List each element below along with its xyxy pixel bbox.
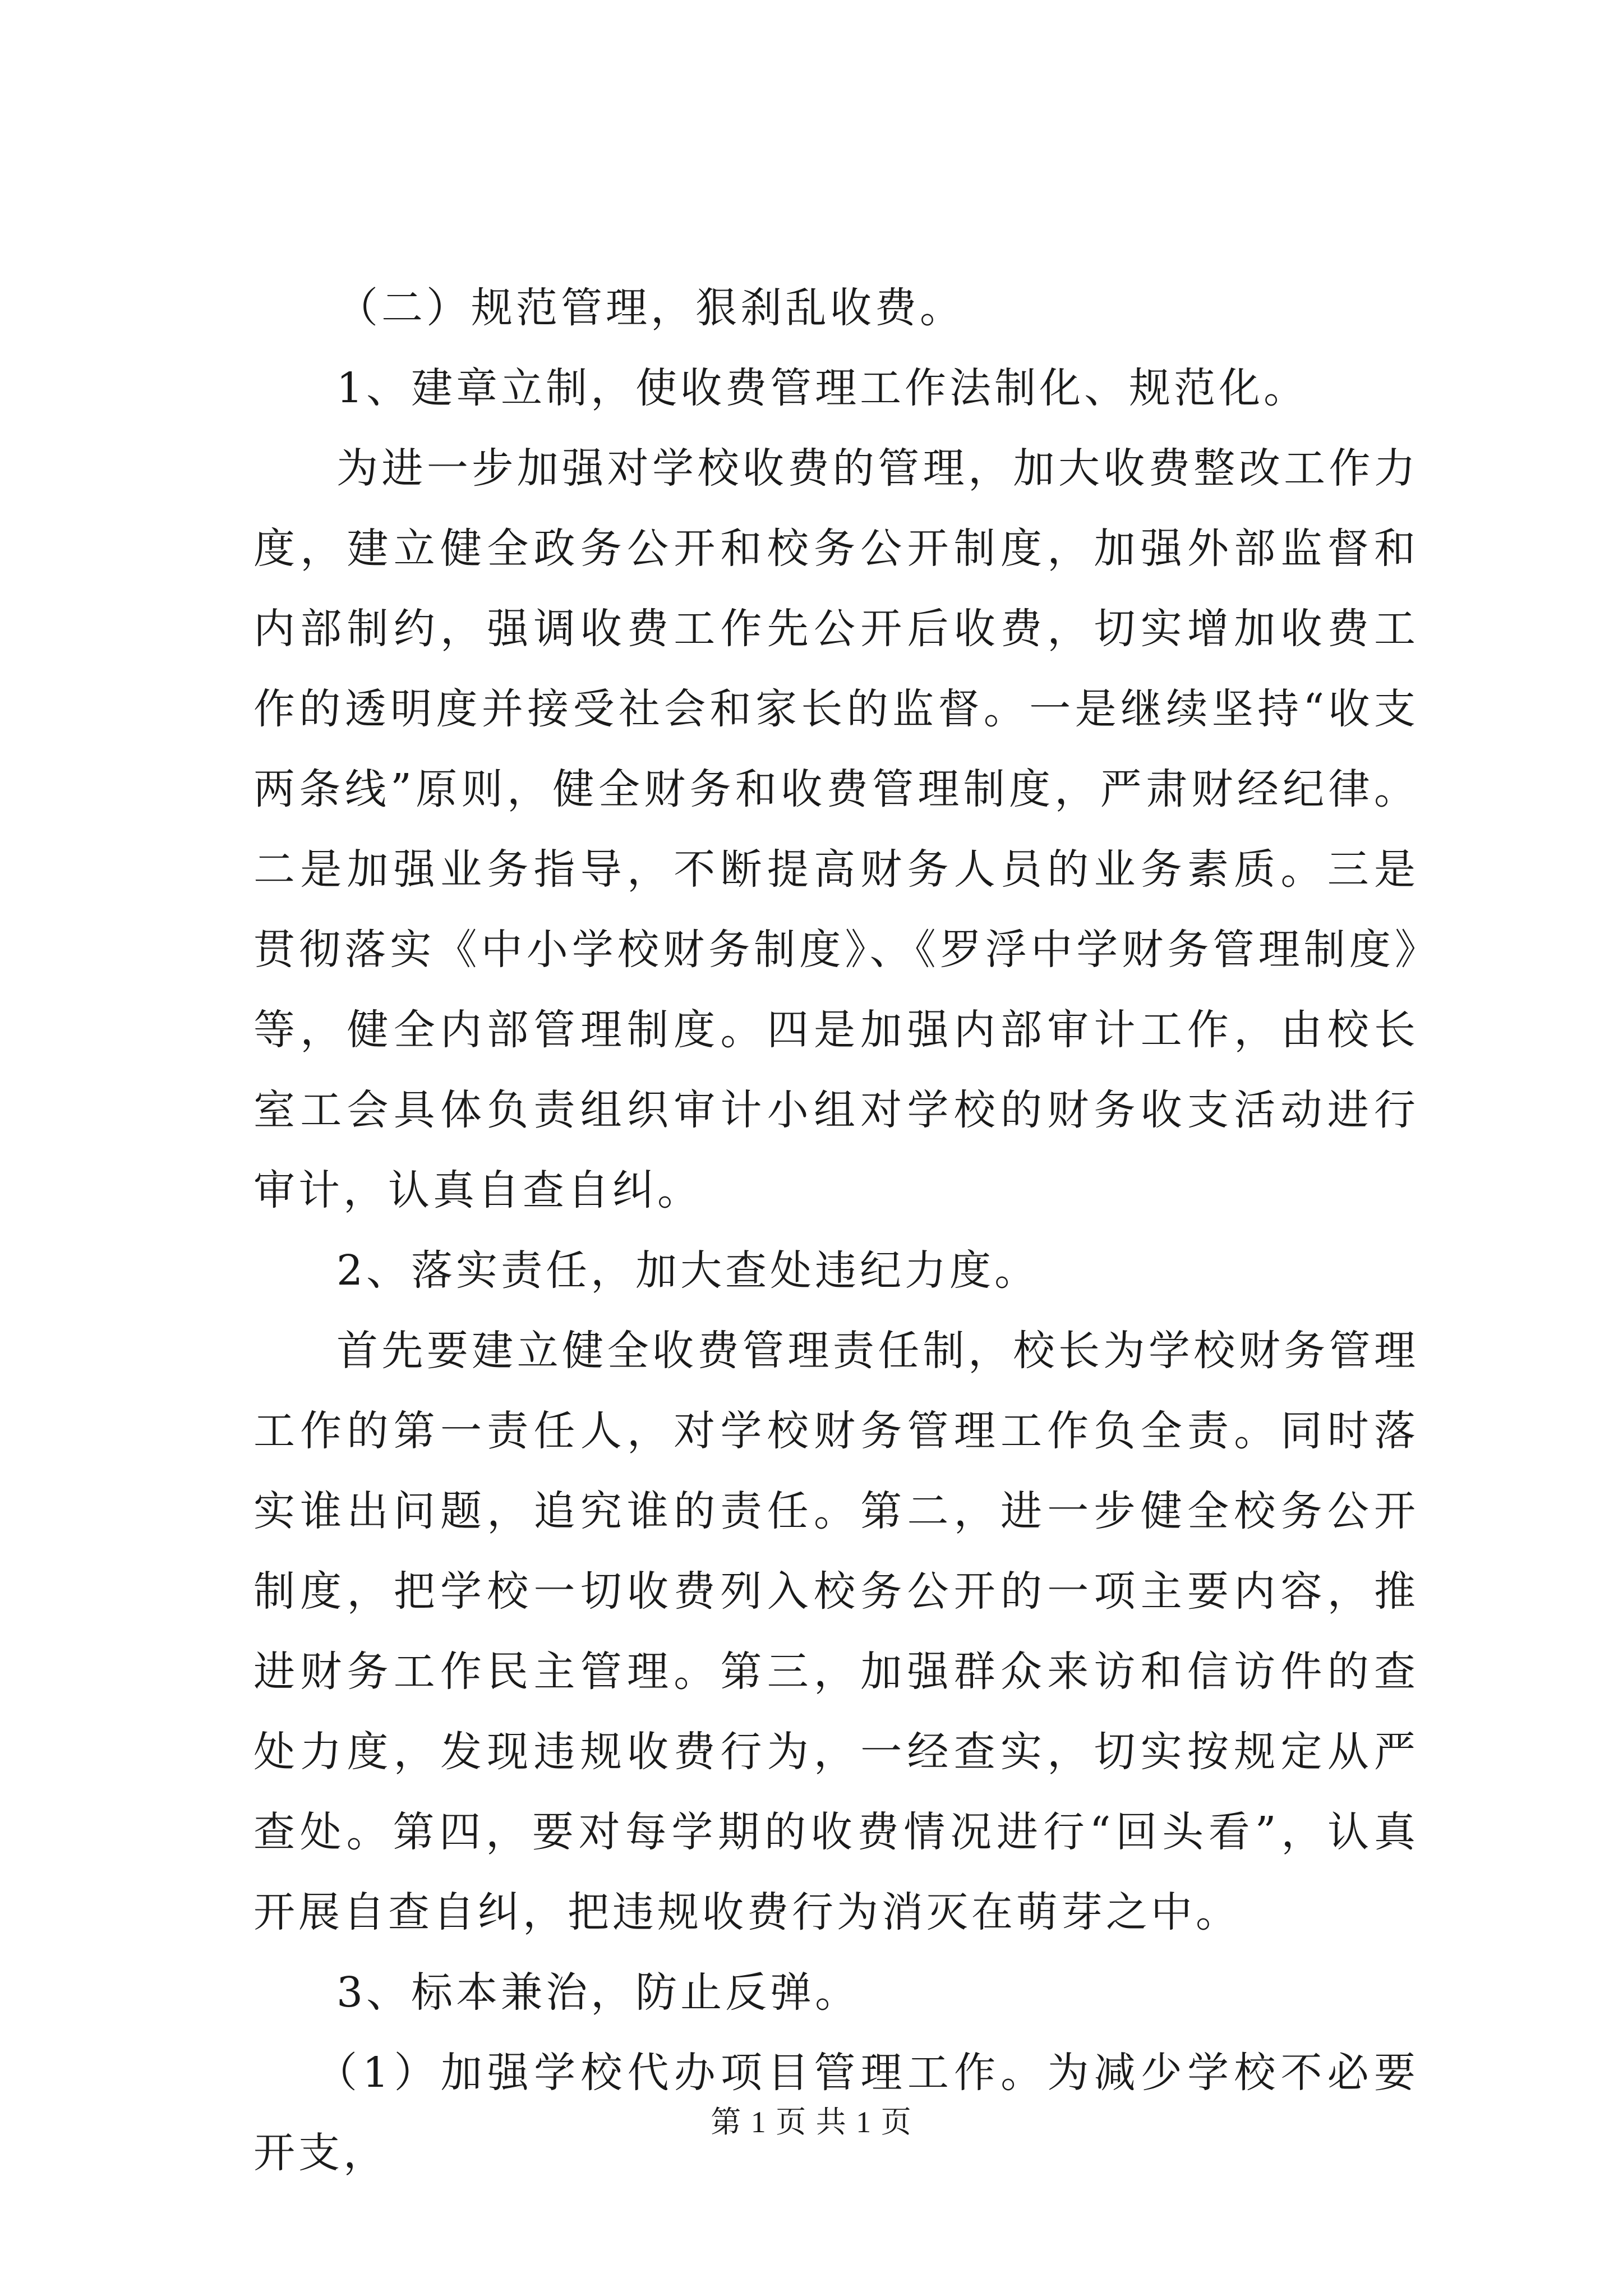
paragraph-item-1: （1）加强学校代办项目管理工作。为减少学校不必要开支， <box>253 2049 1419 2177</box>
page-footer: 第 1 页 共 1 页 <box>711 2105 912 2139</box>
subsection-heading-1: 1、建章立制，使收费管理工作法制化、规范化。 <box>336 364 1309 412</box>
paragraph-responsibility: 首先要建立健全收费管理责任制，校长为学校财务管理工作的第一责任人，对学校财务管理工作负全责。同时落实谁出问题，追究谁的责任。第二，进一步健全校务公开制度，把学校一切收费列入校务公开的一项主要内容，推进财务工作民主管理。第三，加强群众来访和信访件的查处力度，发现违规收费行为，一经查实，切实按规定从严查处。第四，要对每学期的收费情况进行“回头看”，认真开展自查自纠，把违规收费行为消灭在萌芽之中。 <box>253 1327 1419 1936</box>
paragraph-regulations: 为进一步加强对学校收费的管理，加大收费整改工作力度，建立健全政务公开和校务公开制度，加强外部监督和内部制约，强调收费工作先公开后收费，切实增加收费工作的透明度并接受社会和家长的监督。一是继续坚持“收支两条线”原则，健全财务和收费管理制度，严肃财经纪律。二是加强业务指导，不断提高财务人员的业务素质。三是贯彻落实《中小学校财务制度》、《罗浮中学财务管理制度》等，健全内部管理制度。四是加强内部审计工作，由校长室工会具体负责组织审计小组对学校的财务收支活动进行审计，认真自查自纠。 <box>253 444 1419 1214</box>
subsection-heading-2: 2、落实责任，加大查处违纪力度。 <box>336 1246 1040 1295</box>
document-body <box>253 268 1419 2193</box>
section-heading: （二）规范管理，狠刹乱收费。 <box>336 284 965 332</box>
subsection-heading-3: 3、标本兼治，防止反弹。 <box>336 1968 860 2017</box>
